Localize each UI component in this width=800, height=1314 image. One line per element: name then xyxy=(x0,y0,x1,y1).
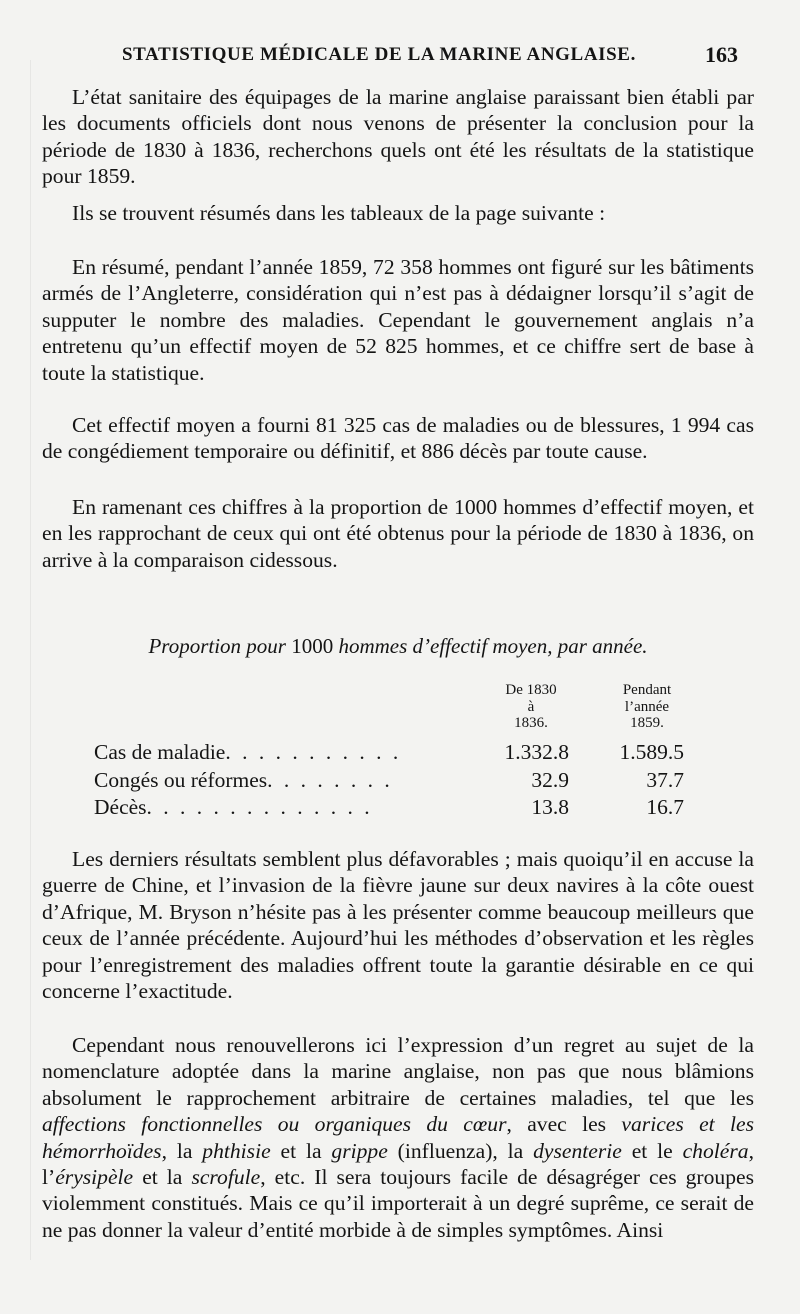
value-1859: 16.7 xyxy=(646,795,684,819)
paragraph-1: L’état sanitaire des équipages de la marine anglaise paraissant bien établi par les documents officiels dont nous venons de présenter la conclusion pour la période de 1830 à 1836, recherchons quels ont été les résultats de la statistique pour 1859. xyxy=(42,85,754,189)
table-row xyxy=(94,768,694,796)
value-1830-1836: 1.332.8 xyxy=(504,740,569,764)
paragraph-6: Les derniers résultats semblent plus défavorables ; mais quoiqu’il en accuse la guerre de Chine, et l’invasion de la fièvre jaune sur deux navires à la côte ouest d’Afrique, M. Bryson n’hésite pas à les présenter comme beaucoup meilleurs que ceux de l’année précédente. Aujourd’hui les méthodes d’observation et les règles pour l’enregistrement des maladies offrent toute la garantie désirable en ce qui concerne l’exactitude. xyxy=(42,847,754,1004)
value-1830-1836: 13.8 xyxy=(531,795,569,819)
row-label: Décès. . . . . . . . . . . . . . xyxy=(94,795,373,819)
paragraph-4: Cet effectif moyen a fourni 81 325 cas de maladies ou de blessures, 1 994 cas de congédiement temporaire ou définitif, et 886 décès par toute cause. xyxy=(42,413,754,464)
column-header-1859: Pendant l’année 1859. xyxy=(622,682,672,731)
paragraph-5: En ramenant ces chiffres à la proportion de 1000 hommes d’effectif moyen, et en les rapprochant de ceux qui ont été obtenus pour la période de 1830 à 1836, on arrive à la comparaison cidessous. xyxy=(42,495,754,572)
paragraph-2: Ils se trouvent résumés dans les tableaux de la page suivante : xyxy=(72,201,606,225)
value-1859: 37.7 xyxy=(646,768,684,792)
page-gutter-shadow xyxy=(30,60,31,1260)
running-title: STATISTIQUE MÉDICALE DE LA MARINE ANGLAISE. xyxy=(122,44,636,65)
row-label: Congés ou réformes. . . . . . . . xyxy=(94,768,393,792)
row-label: Cas de maladie. . . . . . . . . . . xyxy=(94,740,402,764)
column-header-1830-1836: De 1830 à 1836. xyxy=(505,682,557,731)
value-1830-1836: 32.9 xyxy=(531,768,569,792)
value-1859: 1.589.5 xyxy=(619,740,684,764)
table-caption: Proportion pour 1000 hommes d’effectif moyen, par année. xyxy=(148,634,648,658)
page-number: 163 xyxy=(705,42,738,67)
table-row xyxy=(94,740,694,768)
paragraph-7: Cependant nous renouvellerons ici l’expression d’un regret au sujet de la nomenclature adoptée dans la marine anglaise, non pas que nous blâmions absolument le rapprochement arbitraire de certaines maladies, tel que les affections fonctionnelles ou organiques du cœur, avec les varices et les hémorrhoïdes, la phthisie et la grippe (influenza), la dysenterie et le choléra, l’érysipèle et la scrofule, etc. Il sera toujours facile de désagréger ces groupes violemment constitués. Mais ce qu’il importerait à un degré suprême, ce serait de ne pas donner la valeur d’entité morbide à de simples symptômes. Ainsi xyxy=(42,1033,754,1242)
page-header xyxy=(44,42,744,72)
table-row xyxy=(94,795,694,823)
paragraph-3: En résumé, pendant l’année 1859, 72 358 hommes ont figuré sur les bâtiments armés de l’Angleterre, considération qui n’est pas à dédaigner lorsqu’il s’agit de supputer le nombre des maladies. Cependant le gouvernement anglais n’a entretenu qu’un effectif moyen de 52 825 hommes, et ce chiffre sert de base à toute la statistique. xyxy=(42,255,754,385)
